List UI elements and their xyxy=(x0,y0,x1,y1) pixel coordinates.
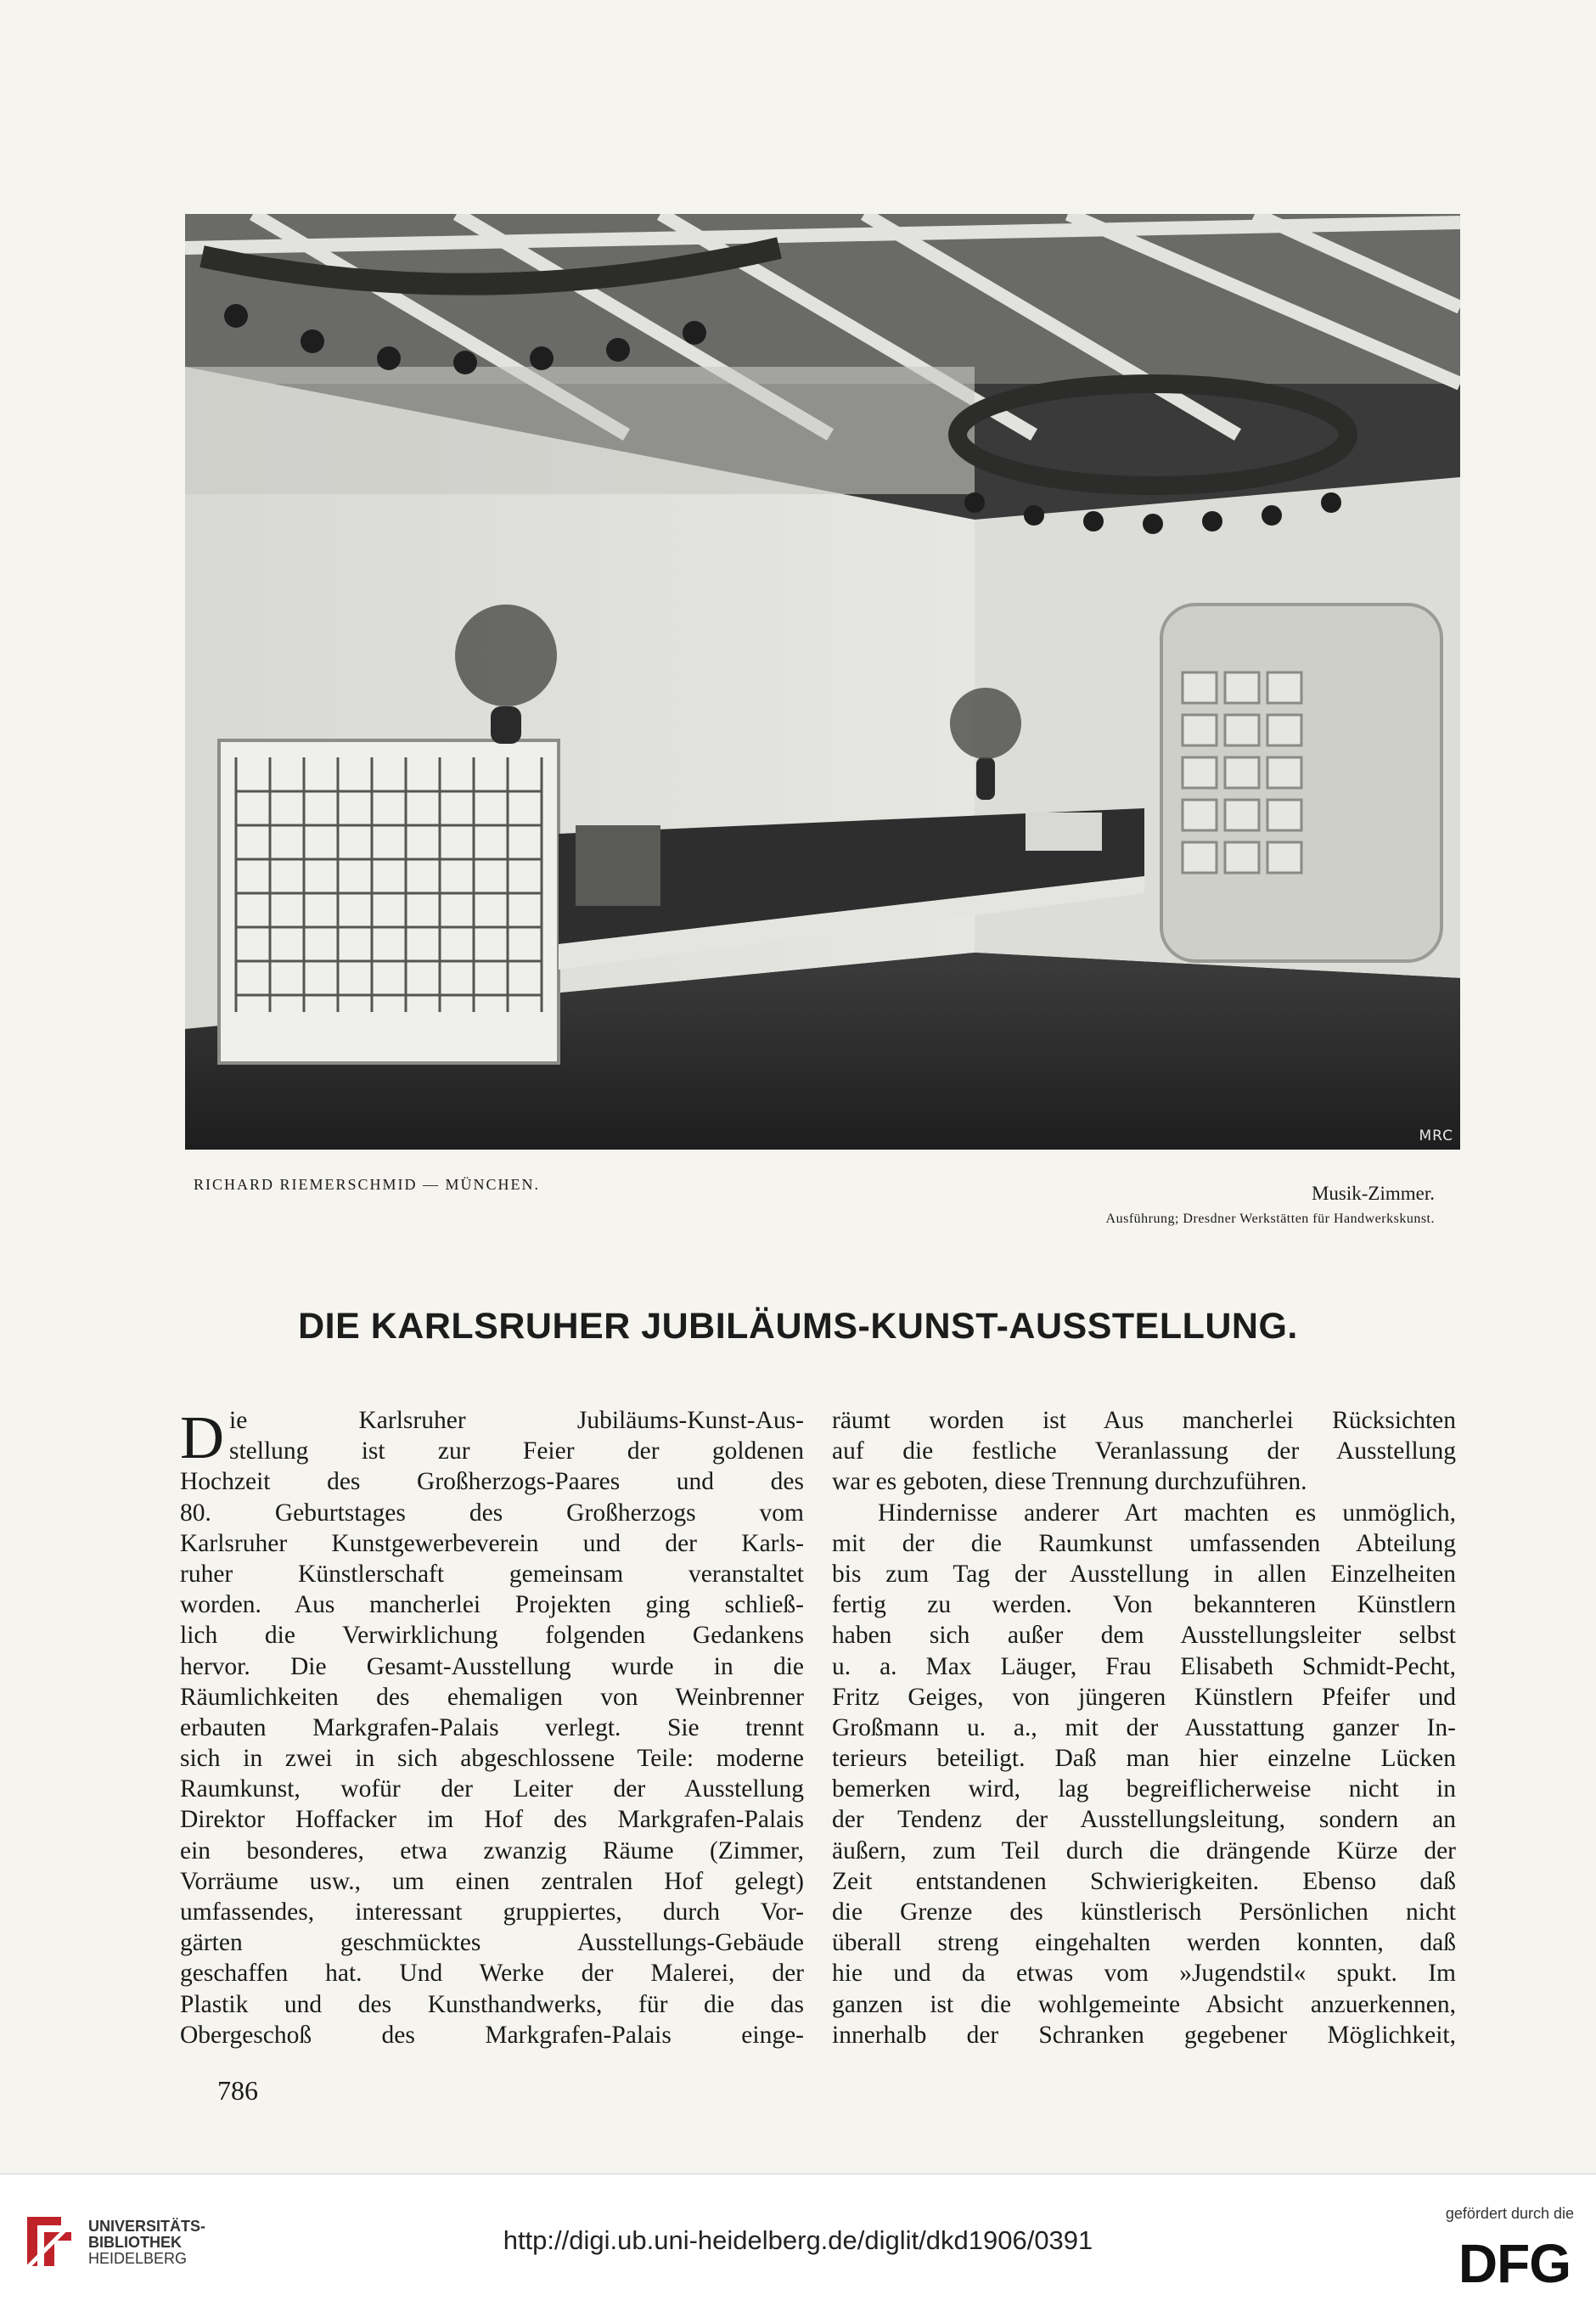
text-line: geschaffen hat. Und Werke der Malerei, der xyxy=(180,1960,804,1988)
text-line: 80. Geburtstages des Großherzogs vom xyxy=(180,1499,804,1527)
text-line: äußern, zum Teil durch die drängende Kürze der xyxy=(832,1836,1456,1864)
text-line: Direktor Hoffacker im Hof des Markgrafen-Palais xyxy=(180,1806,804,1834)
photo-illustration xyxy=(185,214,1460,1150)
text-line: Obergeschoß des Markgrafen-Palais einge- xyxy=(180,2021,804,2049)
drop-cap: D xyxy=(180,1403,224,1471)
caption-title: Musik-Zimmer. xyxy=(1311,1183,1435,1204)
text-line: Hochzeit des Großherzogs-Paares und des xyxy=(180,1468,804,1496)
page-number: 786 xyxy=(217,2075,258,2106)
text-line: haben sich außer dem Ausstellungsleiter selbst xyxy=(832,1622,1456,1650)
text-line: auf die festliche Veranlassung der Ausstellung xyxy=(832,1437,1456,1465)
text-line: die Grenze des künstlerisch Persönlichen nicht xyxy=(832,1898,1456,1926)
library-name-line3: HEIDELBERG xyxy=(88,2250,188,2267)
text-line: ruher Künstlerschaft gemeinsam veranstaltet xyxy=(180,1560,804,1588)
text-line: ein besonderes, etwa zwanzig Räume (Zimmer, xyxy=(180,1836,804,1864)
text-line: ie Karlsruher Jubiläums-Kunst-Aus- xyxy=(229,1407,804,1434)
funded-by-label: gefördert durch die xyxy=(1445,2205,1574,2222)
text-line: war es geboten, diese Trennung durchzuführen. xyxy=(832,1468,1307,1496)
text-line: umfassendes, interessant gruppiertes, durch Vor- xyxy=(180,1898,804,1926)
text-line: stellung ist zur Feier der goldenen xyxy=(229,1437,804,1465)
text-line: hie und da etwas vom »Jugendstil« spukt. Im xyxy=(832,1960,1456,1988)
photographer-monogram: MRC xyxy=(1419,1128,1453,1145)
text-line: der Tendenz der Ausstellungsleitung, sondern an xyxy=(832,1806,1456,1834)
text-line: Fritz Geiges, von jüngeren Künstlern Pfeifer und xyxy=(832,1683,1456,1711)
text-line: Karlsruher Kunstgewerbeverein und der Karls- xyxy=(180,1529,804,1557)
library-name-line1: UNIVERSITÄTS- xyxy=(88,2218,206,2235)
text-line: Hindernisse anderer Art machten es unmöglich, xyxy=(878,1499,1456,1527)
digitization-footer xyxy=(0,2174,1596,2306)
text-line: Räumlichkeiten des ehemaligen von Weinbrenner xyxy=(180,1683,804,1711)
text-line: mit der die Raumkunst umfassenden Abteilung xyxy=(832,1529,1456,1557)
photo-caption xyxy=(1106,1183,1435,1227)
text-line: hervor. Die Gesamt-Ausstellung wurde in die xyxy=(180,1652,804,1680)
caption-execution: Ausführung; Dresdner Werkstätten für Handwerkskunst. xyxy=(1105,1212,1435,1226)
text-line: bis zum Tag der Ausstellung in allen Einzelheiten xyxy=(832,1560,1456,1588)
text-line: ganzen ist die wohlgemeinte Absicht anzuerkennen, xyxy=(832,1990,1456,2018)
text-line: gärten geschmücktes Ausstellungs-Gebäude xyxy=(180,1929,804,1957)
text-line: fertig zu werden. Von bekannteren Künstlern xyxy=(832,1591,1456,1619)
library-name-line2: BIBLIOTHEK xyxy=(88,2234,182,2251)
dfg-logo[interactable]: DFG xyxy=(1458,2233,1571,2294)
text-line: sich in zwei in sich abgeschlossene Teile: moderne xyxy=(180,1745,804,1773)
text-column-left xyxy=(180,1405,804,2050)
text-column-right xyxy=(832,1405,1456,2050)
permalink-url[interactable]: http://digi.ub.uni-heidelberg.de/diglit/dkd1906/0391 xyxy=(503,2225,1093,2255)
text-line: lich die Verwirklichung folgenden Gedankens xyxy=(180,1622,804,1650)
text-line: Großmann u. a., mit der Ausstattung ganzer In- xyxy=(832,1713,1456,1741)
music-room-photograph xyxy=(185,214,1460,1150)
text-line: innerhalb der Schranken gegebener Möglichkeit, xyxy=(832,2021,1456,2049)
text-line: worden. Aus mancherlei Projekten ging schließ- xyxy=(180,1591,804,1619)
text-line: Raumkunst, wofür der Leiter der Ausstellung xyxy=(180,1775,804,1803)
article-title: DIE KARLSRUHER JUBILÄUMS-KUNST-AUSSTELLUNG. xyxy=(298,1306,1298,1347)
text-line: erbauten Markgrafen-Palais verlegt. Sie trennt xyxy=(180,1713,804,1741)
artist-credit: RICHARD RIEMERSCHMID — MÜNCHEN. xyxy=(194,1176,541,1193)
text-line: Plastik und des Kunsthandwerks, für die das xyxy=(180,1990,804,2018)
text-line: terieurs beteiligt. Daß man hier einzelne Lücken xyxy=(832,1745,1456,1773)
text-line: überall streng eingehalten werden konnten, daß xyxy=(832,1929,1456,1957)
text-line: bemerken wird, lag begreiflicherweise nicht in xyxy=(832,1775,1456,1803)
text-line: Zeit entstandenen Schwierigkeiten. Ebenso daß xyxy=(832,1867,1456,1895)
text-line: räumt worden ist Aus mancherlei Rücksichten xyxy=(832,1407,1456,1434)
text-line: Vorräume usw., um einen zentralen Hof gelegt) xyxy=(180,1867,804,1895)
text-line: u. a. Max Läuger, Frau Elisabeth Schmidt-Pecht, xyxy=(832,1652,1456,1680)
